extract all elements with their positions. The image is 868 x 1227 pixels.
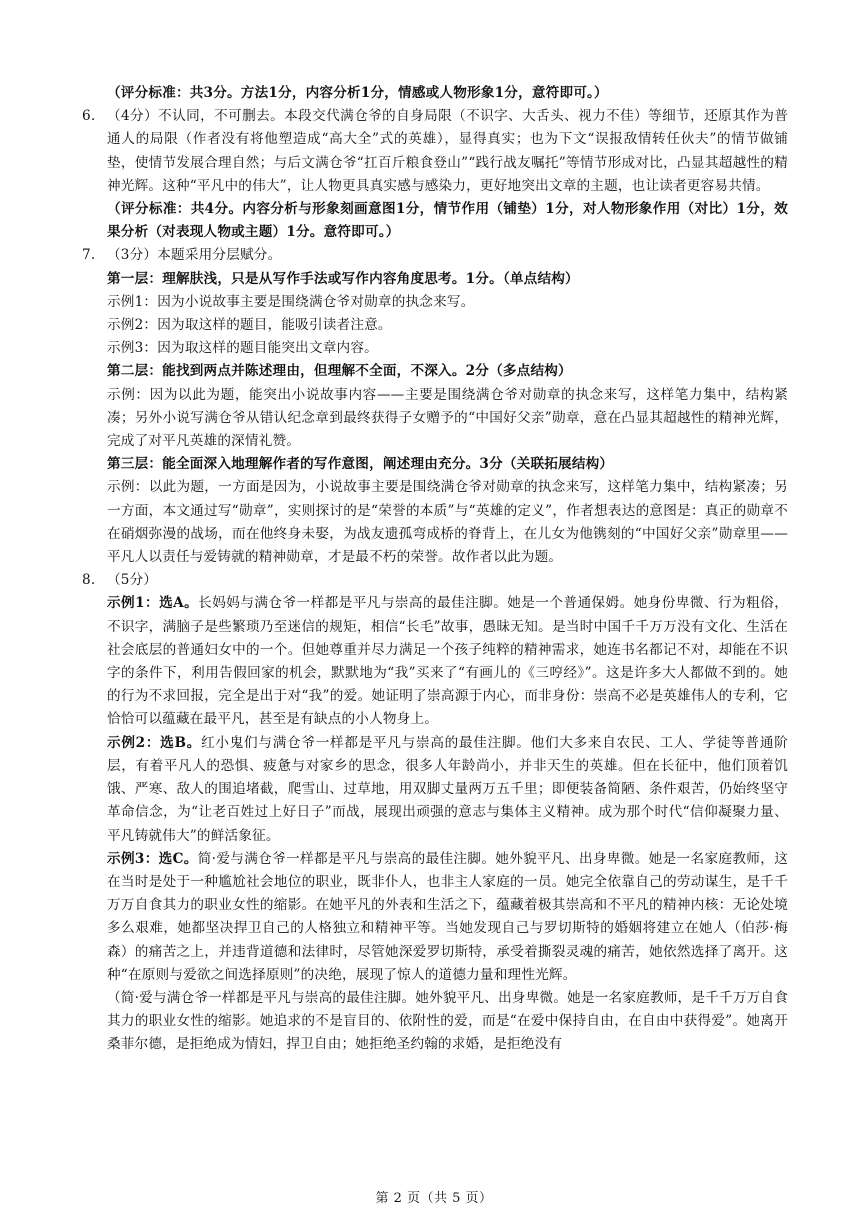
answer-content — [82, 82, 788, 1057]
example-text: 简·爱与满仓爷一样都是平凡与崇高的最佳注脚。她外貌平凡、出身卑微。她是一名家庭教师，这在当时是处于一种尴尬社会地位的职业，既非仆人，也非主人家庭的一员。她完全依靠自己的劳动谋生，是千千万万自食其力的职业女性的缩影。在她平凡的外表和生活之下，蕴藏着极其崇高和不平凡的精神内核：无论处境多么艰难，她都坚决捍卫自己的人格独立和精神平等。当她发现自己与罗切斯特的婚姻将建立在她人（伯莎·梅森）的痛苦之上，并违背道德和法律时，尽管她深爱罗切斯特，承受着撕裂灵魂的痛苦，她依然选择了离开。这种“在原则与爱欲之间选择原则”的决绝，展现了惊人的道德力量和理性光辉。 — [107, 850, 788, 983]
scoring-criteria-paragraph: 第二层：能找到两点并陈述理由，但理解不全面，不深入。2分（多点结构） — [107, 363, 572, 380]
page-footer: 第 2 页（共 5 页） — [375, 1191, 493, 1206]
example-paragraph — [82, 848, 788, 987]
example-paragraph — [82, 592, 788, 731]
example-text: 长妈妈与满仓爷一样都是平凡与崇高的最佳注脚。她是一个普通保姆。她身份卑微、行为粗俗，不识字，满脑子是些繁琐乃至迷信的规矩，相信“长毛”故事，愚昧无知。是当时中国千千万万没有文化、生活在社会底层的普通妇女中的一个。但她尊重并尽力满足一个孩子纯粹的精神需求，她连书名都记不对，却能在不识字的条件下，利用告假回家的机会，默默地为“我”买来了“有画儿的《三哼经》”。这是许多大人都做不到的。她的行为不求回报，完全是出于对“我”的爱。她证明了崇高源于内心，而非身份：崇高不必是英雄伟人的专利，它恰恰可以蕴藏在最平凡，甚至是有缺点的小人物身上。 — [107, 595, 788, 728]
question-number: 8. — [82, 572, 96, 589]
scoring-criteria-paragraph: （评分标准：共4分。内容分析与形象刻画意图1分，情节作用（铺垫）1分，对人物形象作用（对比）1分，效果分析（对表现人物或主题）1分。意符即可。） — [107, 201, 788, 241]
text-paragraph: 示例2：因为取这样的题目，能吸引读者注意。 — [107, 317, 392, 334]
question-number: 7. — [82, 247, 96, 264]
example-lead: 示例3：选C。 — [107, 850, 198, 867]
text-paragraph: 示例3：因为取这样的题目能突出文章内容。 — [107, 340, 378, 357]
text-paragraph: 示例1：因为小说故事主要是围绕满仓爷对勋章的执念来写。 — [107, 293, 475, 310]
answer-text: （3分）本题采用分层赋分。 — [107, 247, 282, 264]
question-number: 6. — [82, 108, 96, 125]
scoring-criteria-paragraph: 第三层：能全面深入地理解作者的写作意图，阐述理由充分。3分（关联拓展结构） — [107, 456, 614, 473]
example-paragraph — [82, 732, 788, 848]
example-lead: 示例2：选B。 — [107, 734, 202, 751]
answer-text: （4分）不认同，不可删去。本段交代满仓爷的自身局限（不识字、大舌头、视力不佳）等细节，还原其作为普通人的局限（作者没有将他塑造成“高大全”式的英雄），显得真实；也为下文“误报敌情转任伙夫”的情节做铺垫，使情节发展合理自然；与后文满仓爷“扛百斤粮食登山”“践行战友嘱托”等情节形成对比，凸显其超越性的精神光辉。这种“平凡中的伟大”，让人物更具真实感与感染力，更好地突出文章的主题，也让读者更容易共情。 — [107, 108, 788, 194]
numbered-answer — [82, 244, 788, 267]
numbered-answer — [82, 105, 788, 198]
text-paragraph: 示例：以此为题，一方面是因为，小说故事主要是围绕满仓爷对勋章的执念来写，这样笔力集中，结构紧凑；另一方面，本文通过写“勋章”，实则探讨的是“荣誉的本质”与“英雄的定义”，作者想表达的意图是：真正的勋章不在硝烟弥漫的战场，而在他终身未娶，为战友遗孤弯成桥的脊背上，在儿女为他镌刻的“中国好父亲”勋章里——平凡人以责任与爱铸就的精神勋章，才是最不朽的荣誉。故作者以此为题。 — [107, 479, 788, 566]
scoring-criteria-paragraph: （评分标准：共3分。方法1分，内容分析1分，情感或人物形象1分，意符即可。） — [107, 85, 608, 101]
example-text: 红小鬼们与满仓爷一样都是平凡与崇高的最佳注脚。他们大多来自农民、工人、学徒等普通阶层，有着平凡人的恐惧、疲惫与对家乡的思念，很多人年龄尚小，并非天生的英雄。但在长征中，他们顶着饥饿、严寒、敌人的围追堵截，爬雪山、过草地，用双脚丈量两万五千里；即便装备简陋、条件艰苦，仍始终坚守革命信念，为“让老百姓过上好日子”而战，展现出顽强的意志与集体主义精神。成为那个时代“信仰凝聚力量、平凡铸就伟大”的鲜活象征。 — [107, 734, 788, 844]
text-paragraph: （简·爱与满仓爷一样都是平凡与崇高的最佳注脚。她外貌平凡、出身卑微。她是一名家庭教师，是千千万万自食其力的职业女性的缩影。她追求的不是盲目的、依附性的爱，而是“在爱中保持自由，在自由中获得爱”。她离开桑菲尔德，是拒绝成为情妇，捍卫自由；她拒绝圣约翰的求婚，是拒绝没有 — [107, 989, 788, 1053]
answer-text: （5分） — [107, 572, 158, 589]
text-paragraph: 示例：因为以此为题，能突出小说故事内容——主要是围绕满仓爷对勋章的执念来写，这样笔力集中，结构紧凑；另外小说写满仓爷从错认纪念章到最终获得子女赠予的“中国好父亲”勋章，意在凸显其超越性的精神光辉，完成了对平凡英雄的深情礼赞。 — [107, 386, 788, 450]
example-lead: 示例1：选A。 — [107, 595, 199, 612]
scoring-criteria-paragraph: 第一层：理解肤浅，只是从写作手法或写作内容角度思考。1分。（单点结构） — [107, 270, 579, 287]
numbered-answer — [82, 569, 788, 592]
